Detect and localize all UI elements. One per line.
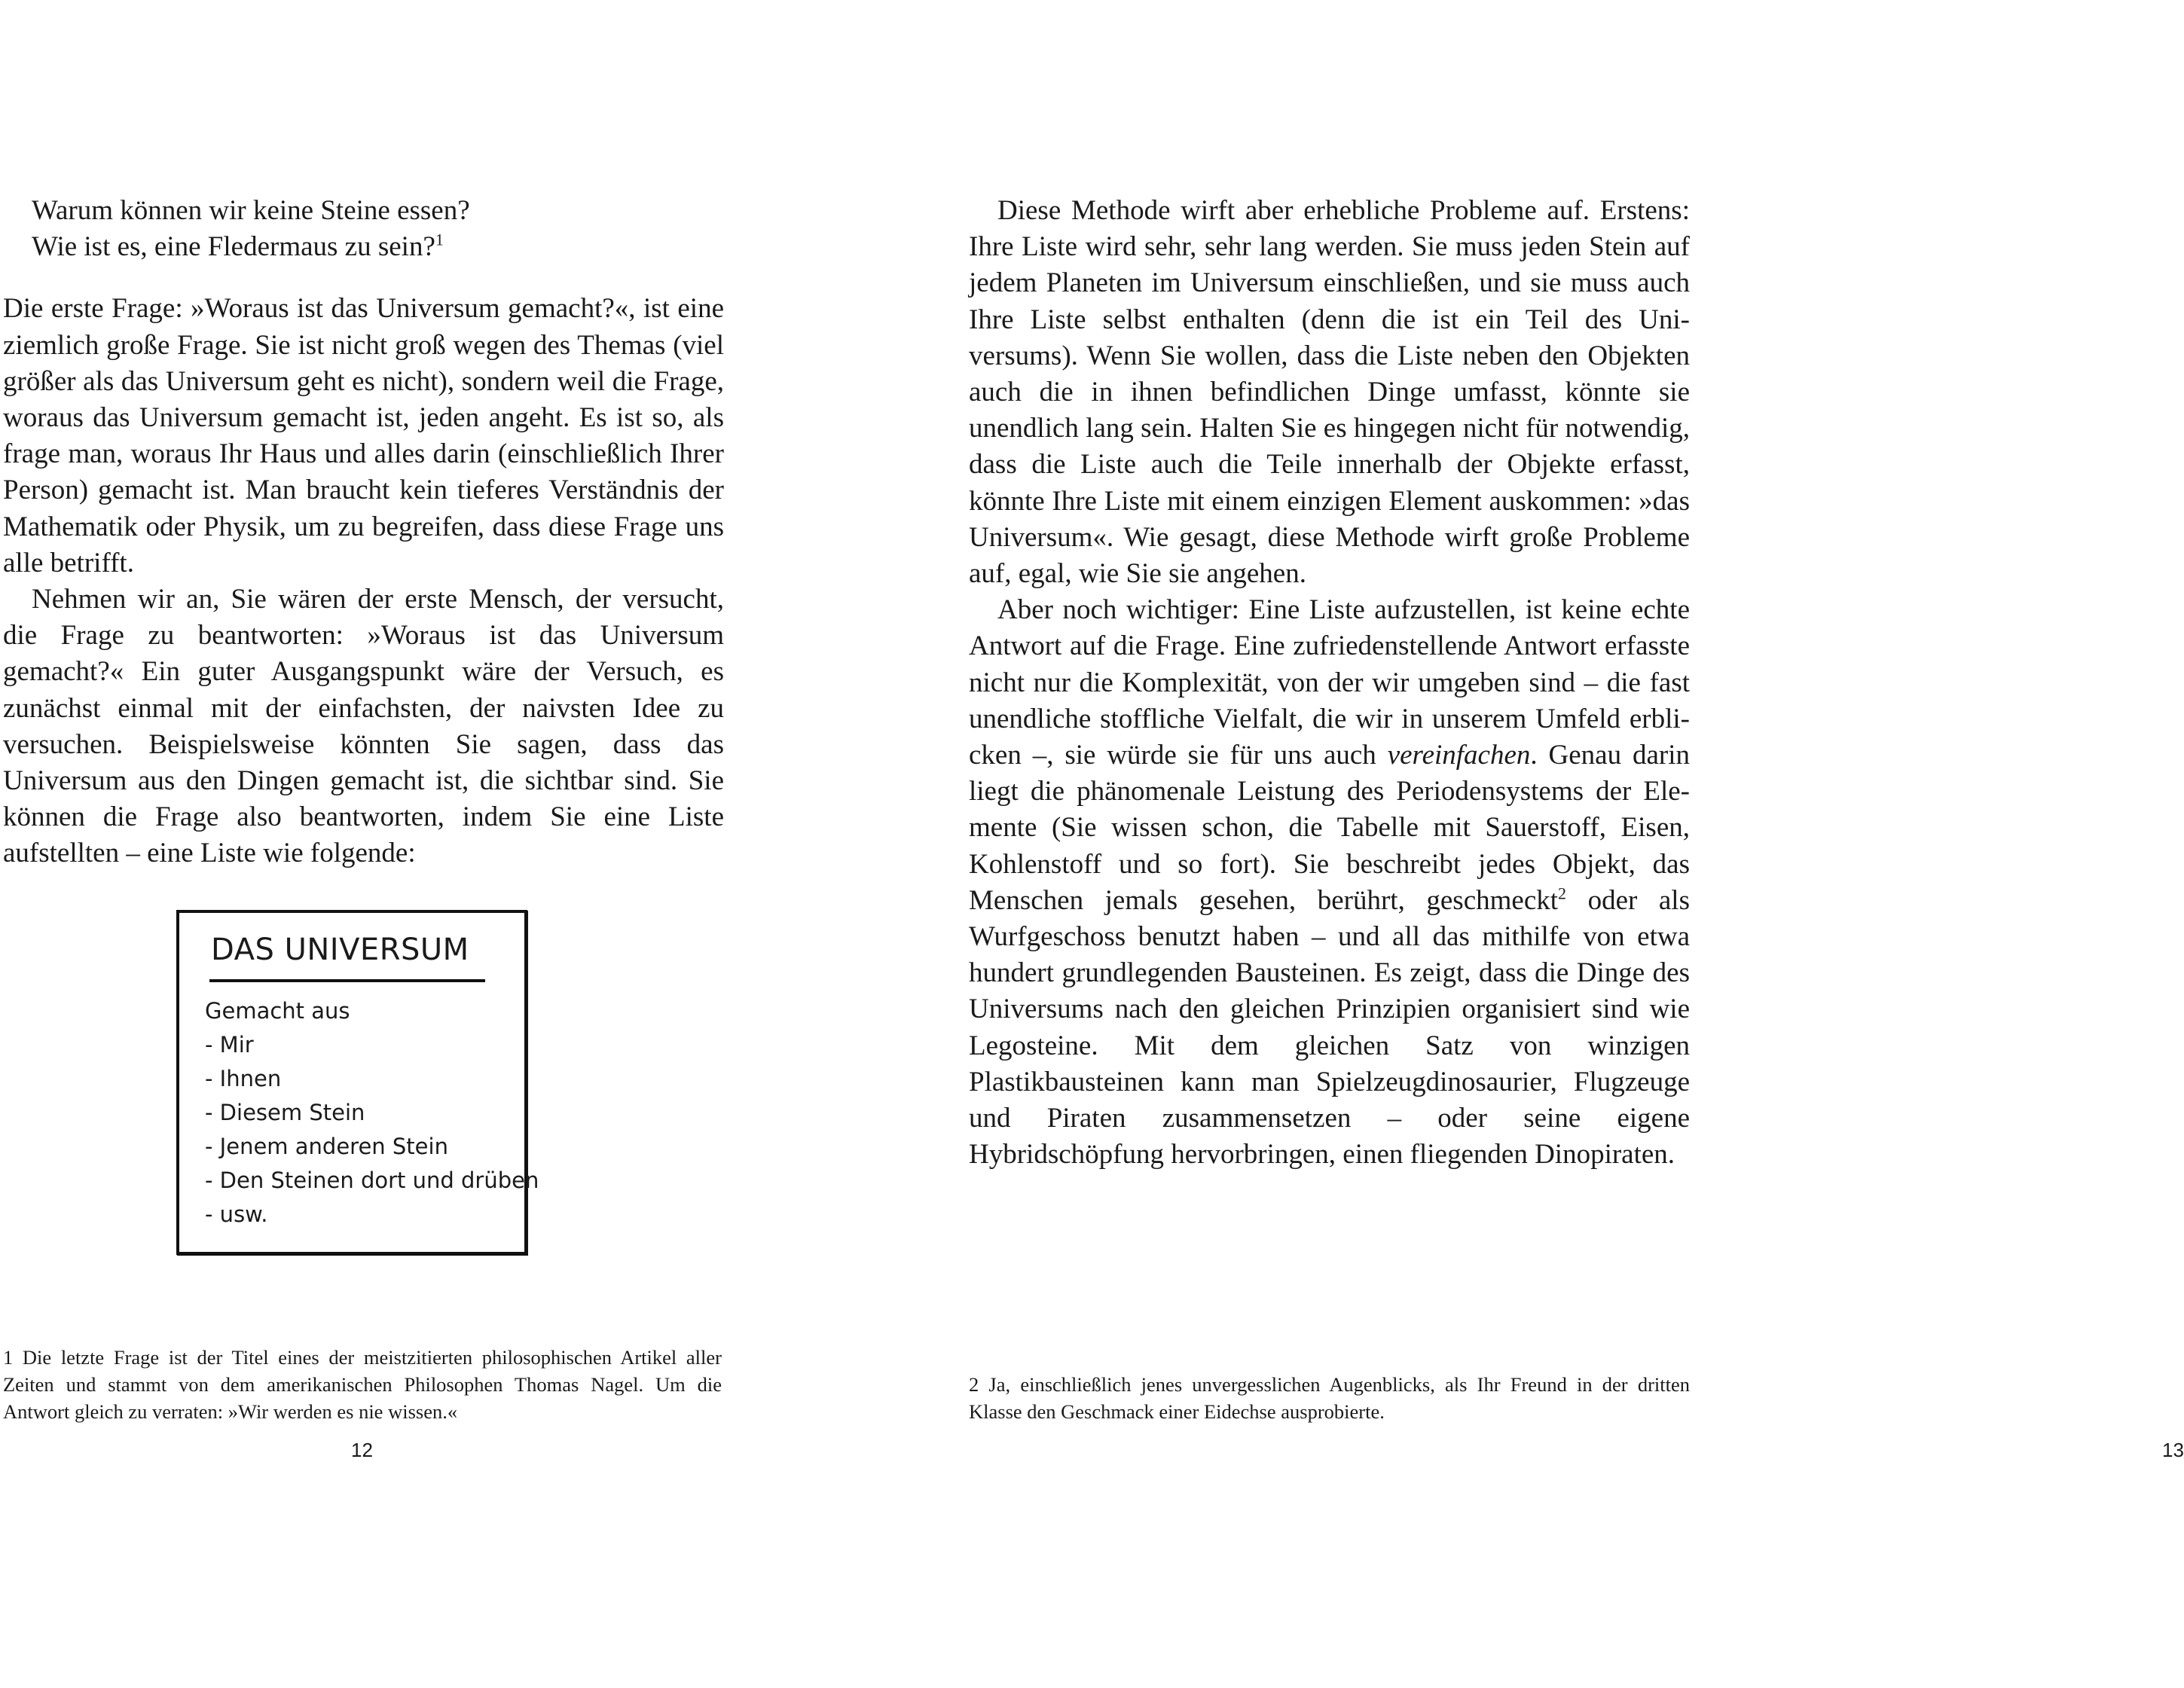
footnote-ref-1[interactable]: 1 (435, 230, 444, 249)
universe-list-illustration (176, 910, 539, 1255)
illustration-list-item: - Mir (205, 1032, 254, 1058)
question-bat-text: Wie ist es, eine Fledermaus zu sein? (32, 231, 435, 263)
left-paragraph-1: Die erste Frage: »Woraus ist das Universum gemacht?«, ist eine ziemlich große Frage. Sie ist nicht groß wegen des Themas (viel größer als das Universum geht es nicht), sondern weil die Frage, woraus das Universum gemacht ist, jeden angeht. Es ist so, als frage man, woraus Ihr Haus und alles darin (einschließlich Ihrer Person) gemacht ist. Man braucht kein tieferes Verständnis der Mathematik oder Physik, um zu begreifen, dass diese Frage uns alle betrifft. (3, 293, 724, 578)
emphasis-vereinfachen: vereinfachen (1387, 740, 1531, 771)
right-paragraph-1: Diese Methode wirft aber erhebliche Probleme auf. Erstens: Ihre Liste wird sehr, sehr lang werden. Sie muss jeden Stein auf jedem Planeten im Universum einschließen, und sie muss auch Ihre Liste selbst enthalten (denn die ist ein Teil des Universums). Wenn Sie wollen, dass die Liste neben den Objekten auch die in ihnen befindlichen Dinge umfasst, könnte sie unendlich lang sein. Halten Sie es hingegen nicht für notwendig, dass die Liste auch die Teile innerhalb der Objekte erfasst, könnte Ihre Liste mit einem einzigen Element auskommen: »das Universum«. Wie gesagt, diese Methode wirft große Probleme auf, egal, wie Sie sie angehen. (969, 195, 1690, 590)
question-stones (3, 193, 724, 229)
footnote-2: 2 Ja, einschließlich jenes unvergesslichen Augenblicks, als Ihr Freund in der dritten Klasse den Geschmack einer Eidechse ausprobierte. (969, 1373, 1690, 1423)
right-paragraph-2-start: Aber noch wichtiger: Eine Liste aufzustellen, ist keine echte Antwort auf die Frage. Eine zufriedenstellende Antwort erfasste nicht nur die Komplexität, von der wir umgeben sind – die fast unendliche stoffliche Vielfalt, die wir in unserem Umfeld erblicken –, sie würde sie für uns auch (969, 594, 1690, 771)
illustration-list-item: - Ihnen (205, 1066, 282, 1091)
page-number-right: 13 (2162, 1439, 2184, 1461)
right-paragraph-2-middle: . Genau darin liegt die phänomenale Leistung des Periodensystems der Elemente (Sie wissen schon, die Tabelle mit Sauerstoff, Eisen, Kohlenstoff und so fort). Sie beschreibt jedes Objekt, das Menschen jemals gesehen, berührt, geschmeckt (969, 740, 1691, 916)
left-page (0, 0, 844, 1688)
left-paragraph-2: Nehmen wir an, Sie wären der erste Mensch, der versucht, die Frage zu beantworten: »Woraus ist das Universum gemacht?« Ein guter Ausgangspunkt wäre der Versuch, es zunächst einmal mit der einfachsten, der naivsten Idee zu versuchen. Beispielsweise könnten Sie sagen, dass das Universum aus den Dingen gemacht ist, die sichtbar sind. Sie können die Frage also beantworten, indem Sie eine Liste aufstellten – eine Liste wie folgende: (3, 584, 724, 869)
question-bat (3, 229, 724, 265)
illustration-title: DAS UNIVERSUM (211, 933, 469, 967)
footnote-1: 1 Die letzte Frage ist der Titel eines der meistzitierten philosophischen Artikel aller Zeiten und stammt von dem amerikanischen Philosophen Thomas Nagel. Um die Antwort gleich zu verraten: »Wir werden es nie wissen.« (3, 1346, 722, 1423)
left-page-body (3, 193, 724, 872)
footnote-ref-2[interactable]: 2 (1558, 884, 1567, 903)
right-page-body (969, 193, 1690, 1173)
illustration-list-item: - Diesem Stein (205, 1100, 365, 1125)
page-number-left: 12 (351, 1439, 373, 1461)
illustration-underline (209, 979, 485, 982)
illustration-list-item: - usw. (205, 1201, 268, 1227)
illustration-list-item: - Den Steinen dort und drüben (205, 1168, 539, 1193)
right-paragraph-2 (969, 592, 1690, 1173)
illustration-list-item: Gemacht aus (205, 998, 350, 1024)
illustration-list-item: - Jenem anderen Stein (205, 1134, 448, 1159)
illustration-list (205, 994, 539, 1232)
right-paragraph-2-end: oder als Wurfgeschoss benutzt haben – und all das mithilfe von etwa hundert grundlegenden Bausteinen. Es zeigt, dass die Dinge des Universums nach den gleichen Prinzipien organisiert sind wie Legosteine. Mit dem gleichen Satz von winzigen Plastikbausteinen kann man Spielzeugdinosaurier, Flugzeuge und Piraten zusammensetzen – oder seine eigene Hybridschöpfung hervorbringen, einen fliegenden Dinopiraten. (969, 884, 1690, 1171)
right-page (844, 0, 2184, 1688)
question-stones-text: Warum können wir keine Steine essen? (32, 195, 470, 226)
